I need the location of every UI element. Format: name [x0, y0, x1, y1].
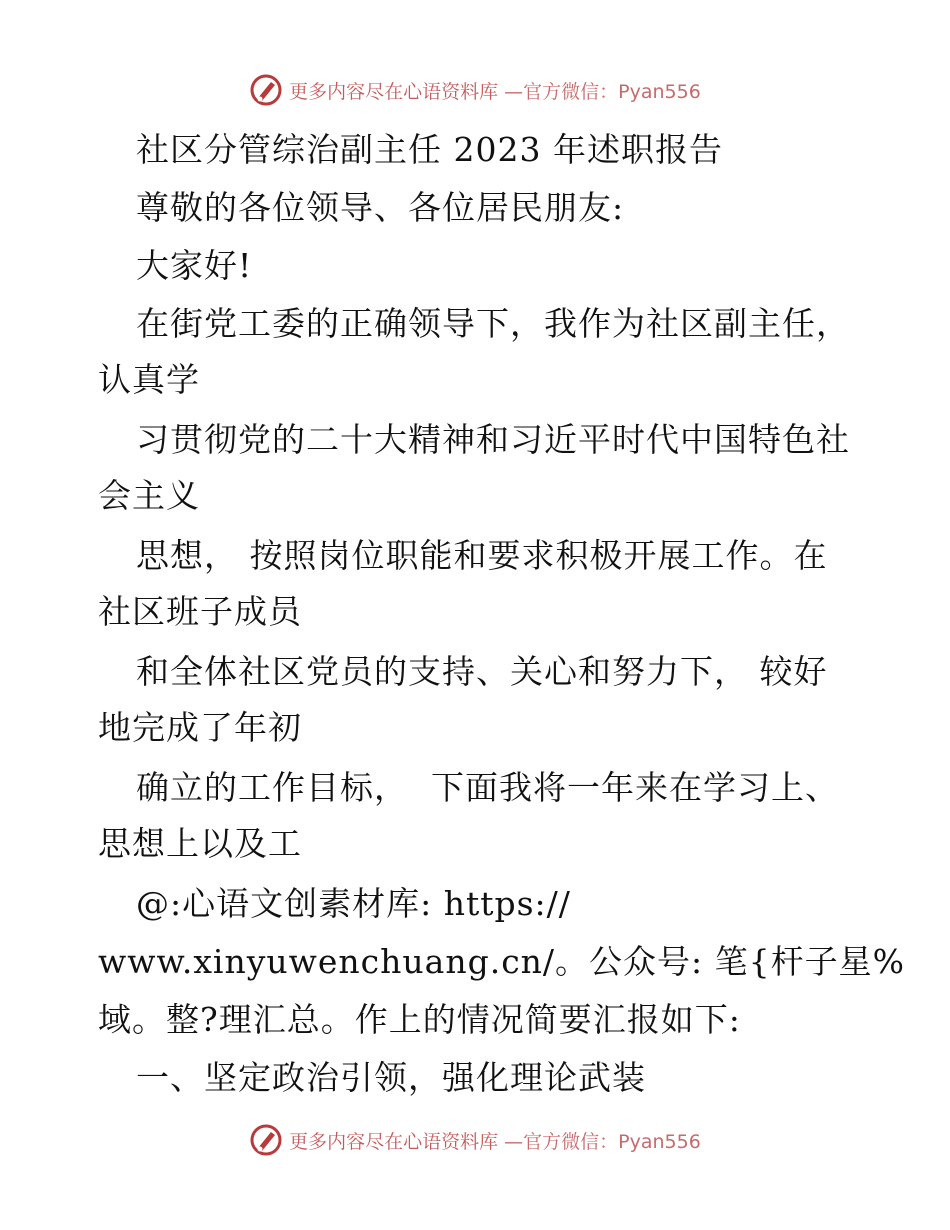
- source-note: @:心语文创素材库: https://: [136, 884, 571, 923]
- watermark-header: [0, 70, 950, 110]
- watermark-text: 更多内容尽在心语资料库: [289, 80, 499, 103]
- section-heading: 一、坚定政治引领，强化理论武装: [136, 1058, 646, 1097]
- watermark-suffix: —官方微信：Pyan556: [504, 1130, 701, 1153]
- pen-logo-icon: [249, 1123, 283, 1157]
- salutation: 尊敬的各位领导、各位居民朋友:: [136, 188, 625, 227]
- text-line: 确立的工作目标， 下面我将一年来在学习上、: [136, 768, 839, 807]
- text-line: 在街党工委的正确领导下，我作为社区副主任，: [136, 304, 850, 343]
- text-line: 和全体社区党员的支持、关心和努力下， 较好: [136, 652, 828, 691]
- watermark-text: 更多内容尽在心语资料库: [289, 1130, 499, 1153]
- pen-logo-icon: [249, 73, 283, 107]
- text-line: 社区班子成员: [98, 592, 302, 631]
- text-line: 习贯彻党的二十大精神和习近平时代中国特色社: [136, 420, 850, 459]
- text-line: 地完成了年初: [98, 708, 302, 747]
- text-line: 认真学: [98, 360, 200, 399]
- text-line: 思想上以及工: [98, 824, 302, 863]
- document-title: 社区分管综治副主任 2023 年述职报告: [136, 130, 723, 169]
- text-line: 会主义: [98, 476, 200, 515]
- source-note: www.xinyuwenchuang.cn/。公众号: 笔{杆子星%: [98, 942, 906, 981]
- text-line: 思想， 按照岗位职能和要求积极开展工作。在: [136, 536, 828, 575]
- greeting: 大家好!: [136, 246, 253, 285]
- text-line: 域。整?理汇总。作上的情况简要汇报如下:: [98, 1000, 741, 1039]
- watermark-suffix: —官方微信：Pyan556: [504, 80, 701, 103]
- watermark-footer: [0, 1120, 950, 1160]
